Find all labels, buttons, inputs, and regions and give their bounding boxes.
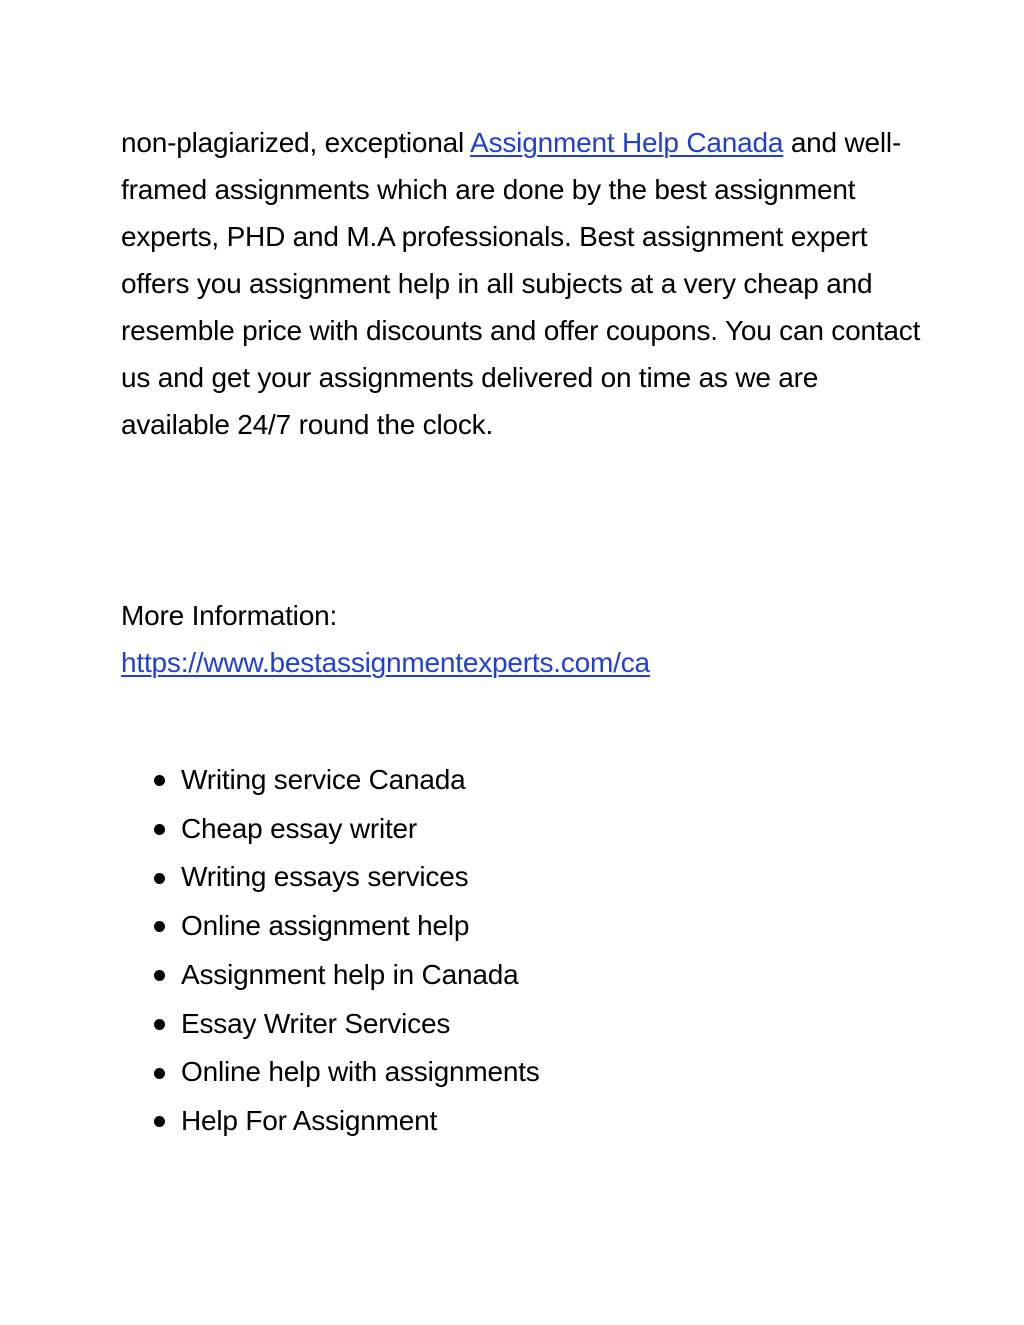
assignment-help-canada-link[interactable]: Assignment Help Canada xyxy=(470,127,784,158)
list-item-text: Writing essays services xyxy=(181,861,469,893)
list-item xyxy=(121,1097,921,1146)
list-item-text: Online help with assignments xyxy=(181,1056,540,1088)
document-page xyxy=(121,119,921,1146)
intro-text-end: and well-framed assignments which are done by the best assignment experts, PHD and M.A professionals. Best assignment expert offers you assignment help in all subjects at a very cheap and resemble price with discounts and offer coupons. You can contact us and get your assignments delivered on time as we are available 24/7 round the clock. xyxy=(121,127,921,440)
bullet-icon xyxy=(154,873,165,884)
list-item-text: Writing service Canada xyxy=(181,764,466,795)
bullet-icon xyxy=(154,970,165,981)
bullet-icon xyxy=(154,921,165,932)
intro-text-start: non-plagiarized, exceptional xyxy=(121,127,471,158)
list-item xyxy=(121,1000,921,1049)
bullet-icon xyxy=(154,1116,165,1127)
list-item-text: Cheap essay writer xyxy=(181,812,418,844)
website-url-link[interactable]: https://www.bestassignmentexperts.com/ca xyxy=(121,647,650,678)
bullet-icon xyxy=(154,775,165,786)
list-item xyxy=(121,951,921,1000)
bullet-icon xyxy=(154,824,165,835)
spacer xyxy=(121,448,921,592)
list-item-text: Assignment help in Canada xyxy=(181,958,519,990)
list-item-text: Help For Assignment xyxy=(181,1104,438,1136)
list-item xyxy=(121,853,921,902)
intro-paragraph xyxy=(121,119,921,448)
list-item xyxy=(121,756,921,805)
more-information-block xyxy=(121,592,921,686)
list-item xyxy=(121,902,921,951)
list-item xyxy=(121,1048,921,1097)
services-list xyxy=(121,756,921,1146)
bullet-icon xyxy=(154,1068,165,1079)
spacer xyxy=(121,686,921,756)
list-item xyxy=(121,805,921,854)
list-item-text: Essay Writer Services xyxy=(181,1007,451,1039)
bullet-icon xyxy=(154,1019,165,1030)
more-information-label: More Information: xyxy=(121,600,338,631)
list-item-text: Online assignment help xyxy=(181,910,470,942)
